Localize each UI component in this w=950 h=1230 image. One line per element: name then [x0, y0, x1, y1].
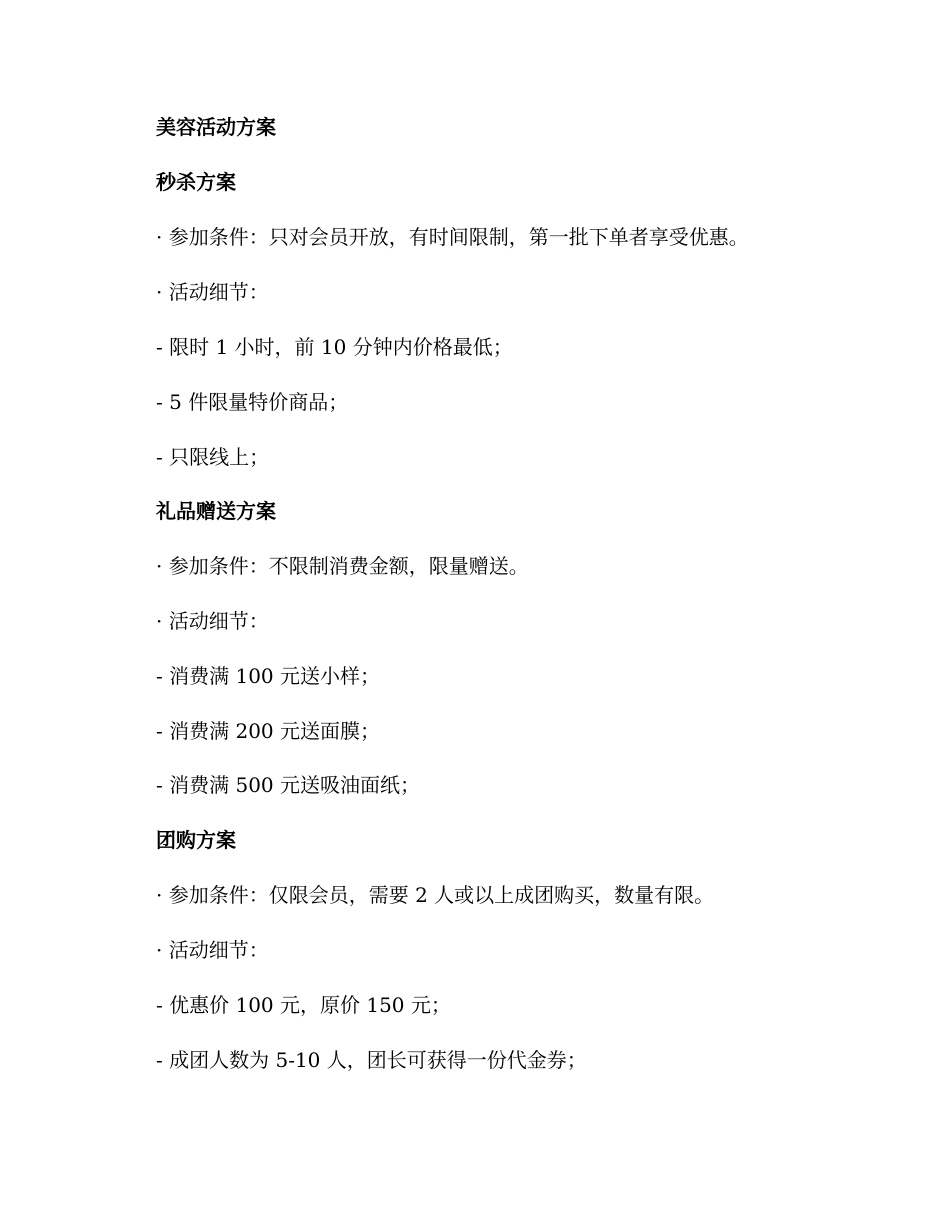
gift-item: - 消费满 500 元送吸油面纸； [156, 773, 421, 797]
flash-sale-item: - 5 件限量特价商品； [156, 390, 349, 414]
gift-details-label: · 活动细节： [156, 609, 269, 633]
gift-item: - 消费满 100 元送小样； [156, 664, 381, 688]
flash-sale-item: - 限时 1 小时，前 10 分钟内价格最低； [156, 335, 513, 359]
group-buy-item: - 优惠价 100 元，原价 150 元； [156, 993, 451, 1017]
section-heading-gift: 礼品赠送方案 [156, 499, 276, 523]
section-heading-flash-sale: 秒杀方案 [156, 170, 236, 194]
gift-item: - 消费满 200 元送面膜； [156, 719, 381, 743]
flash-sale-details-label: · 活动细节： [156, 280, 269, 304]
group-buy-condition: · 参加条件：仅限会员，需要 2 人或以上成团购买，数量有限。 [156, 883, 715, 907]
gift-condition: · 参加条件：不限制消费金额，限量赠送。 [156, 554, 529, 578]
document-title: 美容活动方案 [156, 115, 276, 139]
flash-sale-item: - 只限线上； [156, 445, 270, 469]
flash-sale-condition: · 参加条件：只对会员开放，有时间限制，第一批下单者享受优惠。 [156, 225, 749, 249]
section-heading-group-buy: 团购方案 [156, 828, 236, 852]
group-buy-item: - 成团人数为 5-10 人，团长可获得一份代金券； [156, 1048, 587, 1072]
group-buy-details-label: · 活动细节： [156, 938, 269, 962]
